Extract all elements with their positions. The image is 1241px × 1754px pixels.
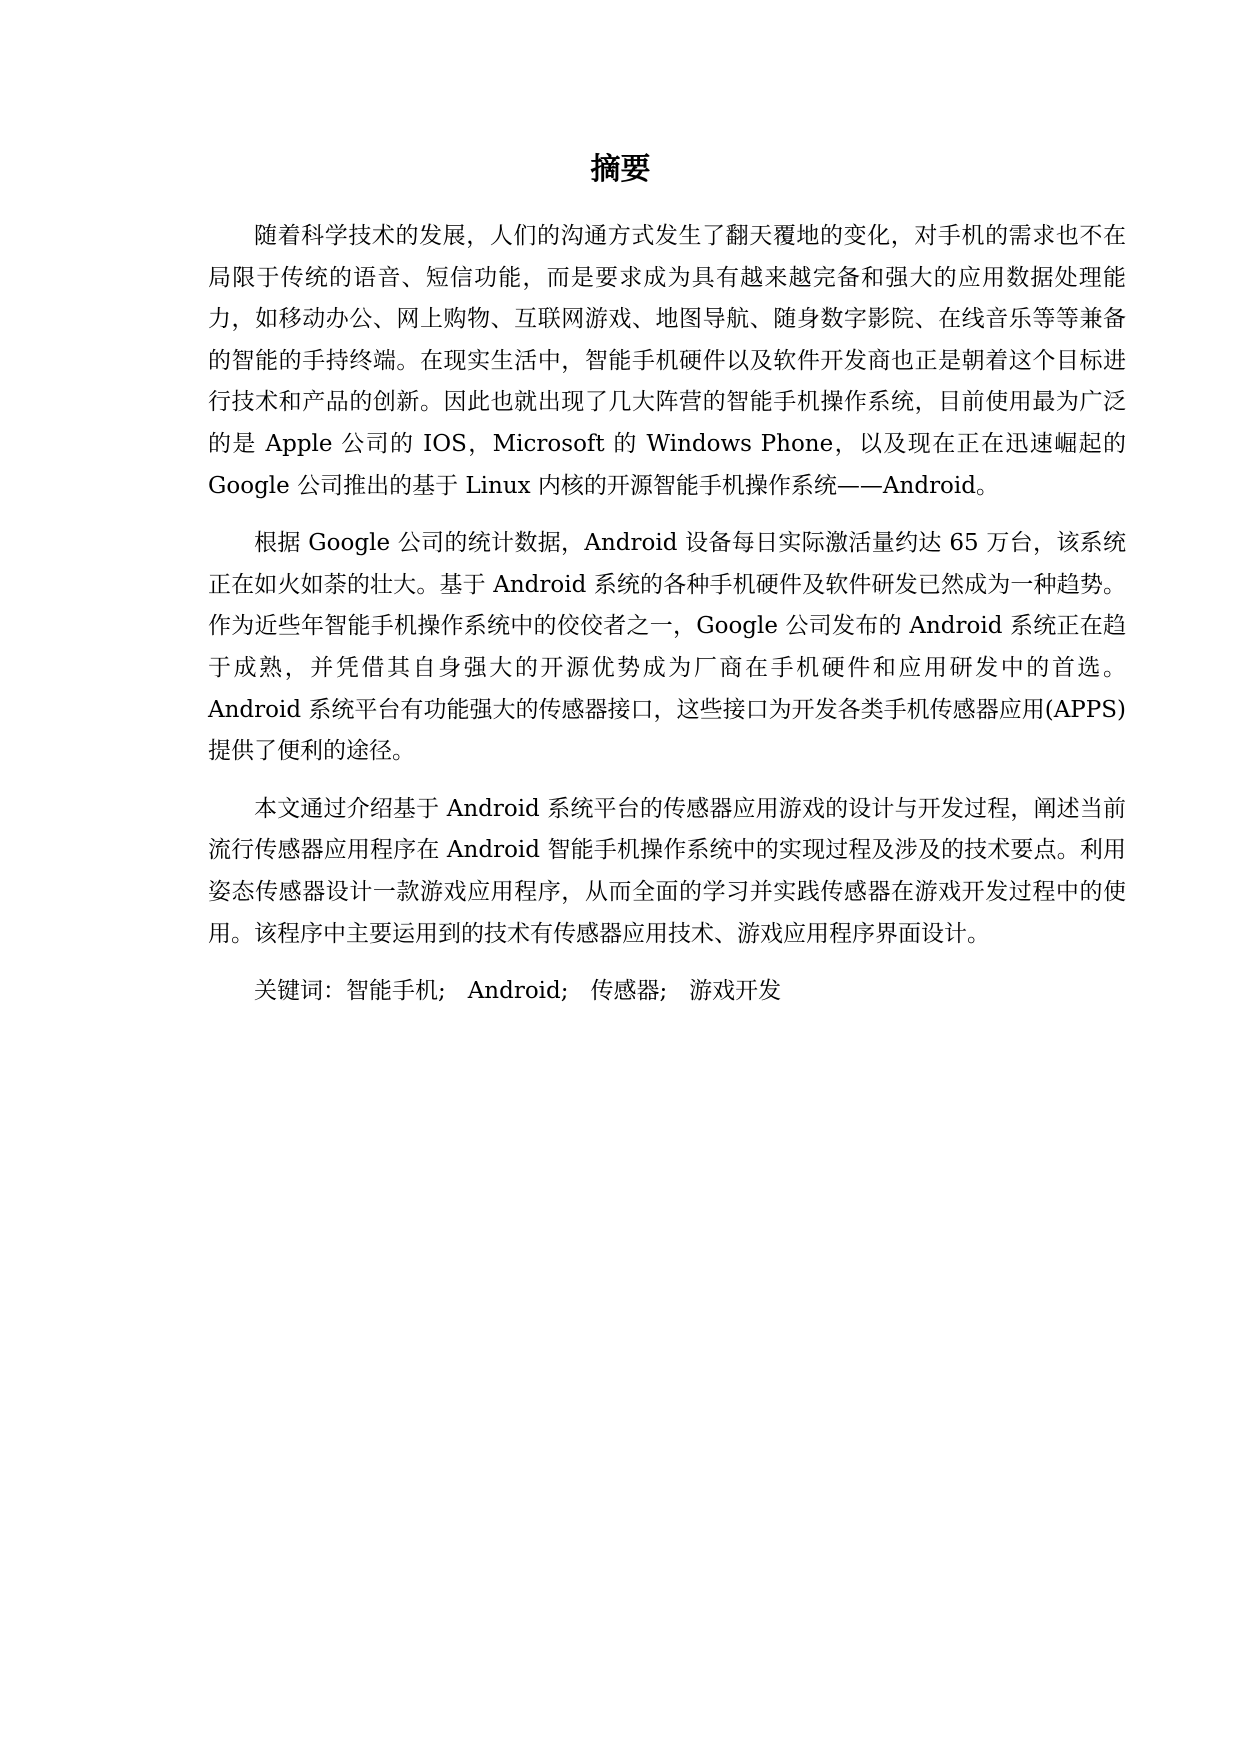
- abstract-paragraph-1: 随着科学技术的发展，人们的沟通方式发生了翻天覆地的变化，对手机的需求也不在局限于传统的语音、短信功能，而是要求成为具有越来越完备和强大的应用数据处理能力，如移动办公、网上购物、互联网游戏、地图导航、随身数字影院、在线音乐等等兼备的智能的手持终端。在现实生活中，智能手机硬件以及软件开发商也正是朝着这个目标进行技术和产品的创新。因此也就出现了几大阵营的智能手机操作系统，目前使用最为广泛的是 Apple 公司的 IOS，Microsoft 的 Windows Phone，以及现在正在迅速崛起的 Google 公司推出的基于 Linux 内核的开源智能手机操作系统——Android。: [208, 223, 1126, 499]
- keyword-separator: ;: [438, 978, 446, 1005]
- abstract-title: 摘要: [590, 152, 651, 187]
- keyword-item: Android: [467, 978, 561, 1005]
- abstract-body: [208, 216, 1126, 1013]
- keyword-item: 游戏开发: [689, 978, 782, 1005]
- keyword-separator: ;: [659, 978, 668, 1005]
- keyword-item: 传感器: [590, 978, 660, 1005]
- abstract-paragraph-2: 根据 Google 公司的统计数据，Android 设备每日实际激活量约达 65 万台，该系统正在如火如荼的壮大。基于 Android 系统的各种手机硬件及软件研发已然成为一种趋势。作为近些年智能手机操作系统中的佼佼者之一，Google 公司发布的 Android 系统正在趋于成熟，并凭借其自身强大的开源优势成为厂商在手机硬件和应用研发中的首选。Android 系统平台有功能强大的传感器接口，这些接口为开发各类手机传感器应用(APPS)提供了便利的途径。: [208, 530, 1126, 765]
- abstract-paragraph-3: 本文通过介绍基于 Android 系统平台的传感器应用游戏的设计与开发过程，阐述当前流行传感器应用程序在 Android 智能手机操作系统中的实现过程及涉及的技术要点。利用姿态传感器设计一款游戏应用程序，从而全面的学习并实践传感器在游戏开发过程中的使用。该程序中主要运用到的技术有传感器应用技术、游戏应用程序界面设计。: [208, 795, 1126, 947]
- keyword-separator: ;: [560, 978, 569, 1005]
- keyword-item: 智能手机: [346, 978, 438, 1005]
- keywords-label: 关键词：: [254, 978, 346, 1005]
- keywords-line: [208, 971, 1126, 1013]
